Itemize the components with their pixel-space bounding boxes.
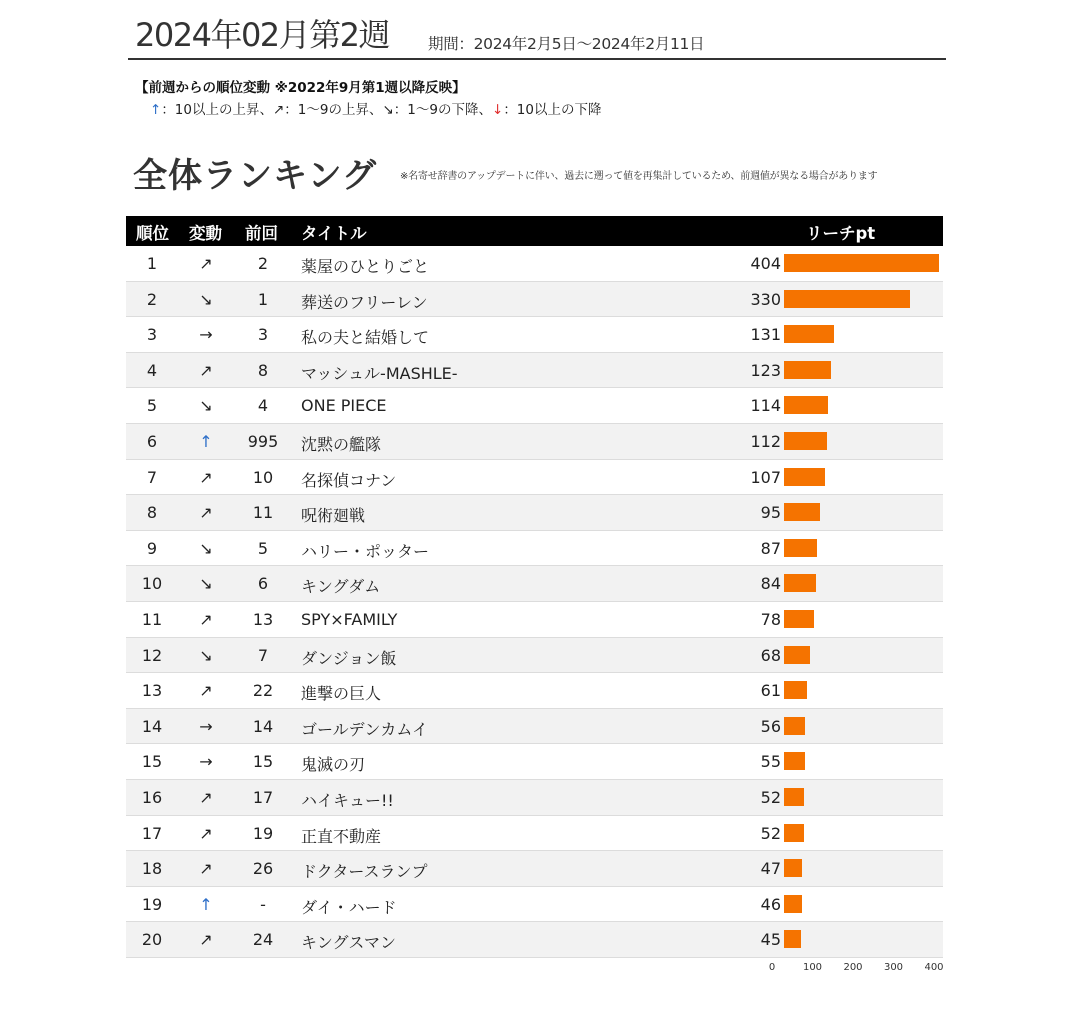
table-row: [126, 780, 943, 816]
rank-cell: 17: [141, 823, 163, 843]
move-cell: ↑: [199, 894, 213, 914]
table-row: [126, 851, 943, 887]
title-cell: 名探偵コナン: [301, 470, 397, 490]
title-cell: SPY×FAMILY: [301, 609, 398, 629]
rank-cell: 12: [141, 645, 163, 665]
up-big-arrow-icon: ↑: [150, 102, 162, 118]
move-cell: ↘: [199, 538, 213, 558]
reach-value-cell: 112: [750, 431, 781, 451]
reach-bar: [784, 503, 820, 521]
move-cell: →: [199, 752, 213, 772]
rank-cell: 20: [141, 930, 163, 950]
prev-rank-cell: 14: [252, 716, 274, 736]
rank-change-legend: [150, 98, 602, 118]
down-big-arrow-icon: ↓: [492, 102, 504, 118]
table-row: [126, 744, 943, 780]
rank-cell: 5: [146, 396, 158, 416]
reach-bar: [784, 681, 807, 699]
header-rank: 順位: [136, 224, 169, 243]
move-cell: ↗: [199, 930, 213, 950]
table-row: [126, 495, 943, 531]
reach-bar: [784, 468, 825, 486]
axis-tick-label: 0: [768, 962, 776, 973]
move-cell: ↗: [199, 254, 213, 273]
reach-value-cell: 330: [750, 289, 781, 309]
reach-value-cell: 52: [760, 823, 781, 843]
table-row: [126, 602, 943, 638]
move-cell: ↗: [199, 503, 213, 523]
prev-rank-cell: 10: [252, 467, 274, 487]
title-cell: 鬼滅の刃: [301, 755, 366, 775]
move-cell: ↗: [199, 859, 213, 879]
reach-bar: [784, 432, 827, 450]
title-cell: マッシュル-MASHLE-: [301, 363, 458, 383]
reach-bar: [784, 788, 804, 806]
move-cell: ↑: [199, 431, 213, 451]
move-cell: →: [199, 325, 213, 345]
rank-cell: 6: [146, 431, 158, 451]
move-cell: ↗: [199, 609, 213, 629]
reach-value-cell: 47: [760, 859, 781, 879]
prev-rank-cell: -: [260, 894, 266, 914]
week-title: 2024年02月第2週: [135, 16, 390, 54]
title-cell: ゴールデンカムイ: [301, 719, 429, 739]
down-big-legend-text: ：10以上の下降: [503, 102, 602, 118]
rank-cell: 14: [141, 716, 163, 736]
axis-tick-label: 200: [843, 962, 863, 973]
reach-value-cell: 123: [750, 360, 781, 380]
reach-bar: [784, 361, 831, 379]
prev-rank-cell: 22: [252, 681, 274, 701]
prev-rank-cell: 8: [257, 360, 269, 380]
table-row: [126, 709, 943, 745]
reach-value-cell: 61: [760, 681, 781, 701]
prev-rank-cell: 5: [257, 538, 269, 558]
title-cell: キングスマン: [301, 933, 397, 953]
header-reach: リーチpt: [806, 224, 876, 243]
prev-rank-cell: 15: [252, 752, 274, 772]
reach-bar: [784, 254, 939, 272]
rank-cell: 1: [146, 254, 158, 273]
reach-bar: [784, 717, 805, 735]
rank-cell: 10: [141, 574, 163, 594]
reach-bar: [784, 610, 814, 628]
table-row: [126, 673, 943, 709]
prev-rank-cell: 1: [257, 289, 269, 309]
table-row: [126, 353, 943, 389]
title-divider: [128, 58, 946, 60]
reach-value-cell: 84: [760, 574, 781, 594]
header-prev: 前回: [245, 224, 278, 243]
reach-value-cell: 114: [750, 396, 781, 416]
title-cell: 沈黙の艦隊: [301, 434, 382, 454]
move-cell: ↘: [199, 396, 213, 416]
up-big-legend-text: ：10以上の上昇、: [161, 102, 273, 118]
reach-value-cell: 95: [760, 503, 781, 523]
move-cell: ↘: [199, 574, 213, 594]
title-cell: キングダム: [301, 577, 381, 597]
reach-bar: [784, 539, 817, 557]
move-cell: ↘: [199, 289, 213, 309]
prev-rank-cell: 995: [247, 431, 279, 451]
reach-bar: [784, 752, 805, 770]
prev-rank-cell: 17: [252, 787, 274, 807]
rank-cell: 13: [141, 681, 163, 701]
table-row: [126, 816, 943, 852]
move-cell: →: [199, 716, 213, 736]
header-move: 変動: [189, 224, 222, 243]
title-cell: 呪術廻戦: [301, 506, 366, 526]
reach-bar: [784, 895, 802, 913]
move-cell: ↗: [199, 360, 213, 380]
ranking-table-body: [126, 246, 943, 958]
axis-tick-label: 400: [924, 962, 944, 973]
table-row: [126, 282, 943, 318]
reach-value-cell: 131: [750, 325, 781, 345]
reach-bar: [784, 574, 816, 592]
title-cell: ドクタースランプ: [301, 862, 428, 882]
reach-bar: [784, 325, 834, 343]
reach-bar: [784, 396, 828, 414]
reach-value-cell: 46: [760, 894, 781, 914]
table-row: [126, 424, 943, 460]
reach-bar: [784, 824, 804, 842]
rank-cell: 11: [141, 609, 163, 629]
prev-rank-cell: 26: [252, 859, 274, 879]
rank-change-note-heading: 【前週からの順位変動 ※2022年9月第1週以降反映】: [135, 80, 466, 96]
prev-rank-cell: 4: [257, 396, 269, 416]
table-row: [126, 887, 943, 923]
prev-rank-cell: 11: [252, 503, 274, 523]
title-cell: 薬屋のひとりごと: [301, 257, 430, 276]
reach-bar: [784, 290, 910, 308]
reach-axis: [768, 962, 944, 982]
move-cell: ↗: [199, 467, 213, 487]
rank-cell: 2: [146, 289, 158, 309]
title-cell: 私の夫と結婚して: [301, 328, 430, 348]
reach-value-cell: 87: [760, 538, 781, 558]
ranking-table-header: [126, 216, 943, 246]
reach-value-cell: 45: [760, 930, 781, 950]
prev-rank-cell: 13: [252, 609, 274, 629]
reach-bar: [784, 930, 801, 948]
move-cell: ↗: [199, 787, 213, 807]
up-small-legend-text: ↗：1〜9の上昇、: [273, 102, 383, 118]
rank-cell: 16: [141, 787, 163, 807]
axis-tick-label: 100: [802, 962, 823, 973]
table-row: [126, 388, 943, 424]
rank-cell: 8: [146, 503, 158, 523]
header-title: タイトル: [301, 224, 367, 243]
rank-cell: 19: [141, 894, 163, 914]
title-cell: 葬送のフリーレン: [301, 292, 428, 312]
table-row: [126, 638, 943, 674]
reach-value-cell: 107: [750, 467, 781, 487]
prev-rank-cell: 24: [252, 930, 274, 950]
recalc-footnote: ※名寄せ辞書のアップデートに伴い、過去に遡って値を再集計しているため、前週値が異なる場合があります: [400, 171, 878, 182]
rank-cell: 18: [141, 859, 163, 879]
table-row: [126, 460, 943, 496]
rank-cell: 9: [146, 538, 158, 558]
reach-value-cell: 56: [760, 716, 781, 736]
title-cell: ダイ・ハード: [301, 897, 397, 917]
table-row: [126, 922, 943, 958]
rank-cell: 4: [146, 360, 158, 380]
reach-value-cell: 52: [760, 787, 781, 807]
prev-rank-cell: 6: [257, 574, 269, 594]
reach-value-cell: 78: [760, 609, 781, 629]
move-cell: ↗: [199, 681, 213, 701]
title-cell: ONE PIECE: [301, 396, 387, 416]
table-row: [126, 317, 943, 353]
reach-value-cell: 68: [760, 645, 781, 665]
title-cell: ハリー・ポッター: [301, 541, 430, 561]
rank-cell: 15: [141, 752, 163, 772]
title-cell: 進撃の巨人: [301, 684, 382, 704]
rank-cell: 7: [146, 467, 158, 487]
reach-value-cell: 404: [750, 254, 781, 273]
period-label: 期間：2024年2月5日〜2024年2月11日: [428, 35, 705, 53]
prev-rank-cell: 7: [257, 645, 269, 665]
axis-tick-label: 300: [883, 962, 904, 973]
table-row: [126, 531, 943, 567]
table-row: [126, 566, 943, 602]
prev-rank-cell: 19: [252, 823, 274, 843]
move-cell: ↗: [199, 823, 213, 843]
reach-bar: [784, 646, 810, 664]
table-row: [126, 246, 943, 282]
rank-cell: 3: [146, 325, 158, 345]
prev-rank-cell: 3: [257, 325, 269, 345]
title-cell: 正直不動産: [301, 826, 382, 846]
reach-bar: [784, 859, 802, 877]
title-cell: ハイキュー!!: [301, 790, 394, 810]
down-small-legend-text: ↘：1〜9の下降、: [382, 102, 492, 118]
reach-value-cell: 55: [760, 752, 781, 772]
move-cell: ↘: [199, 645, 213, 665]
overall-ranking-title: 全体ランキング: [133, 156, 377, 196]
prev-rank-cell: 2: [257, 254, 269, 273]
title-cell: ダンジョン飯: [301, 648, 397, 668]
